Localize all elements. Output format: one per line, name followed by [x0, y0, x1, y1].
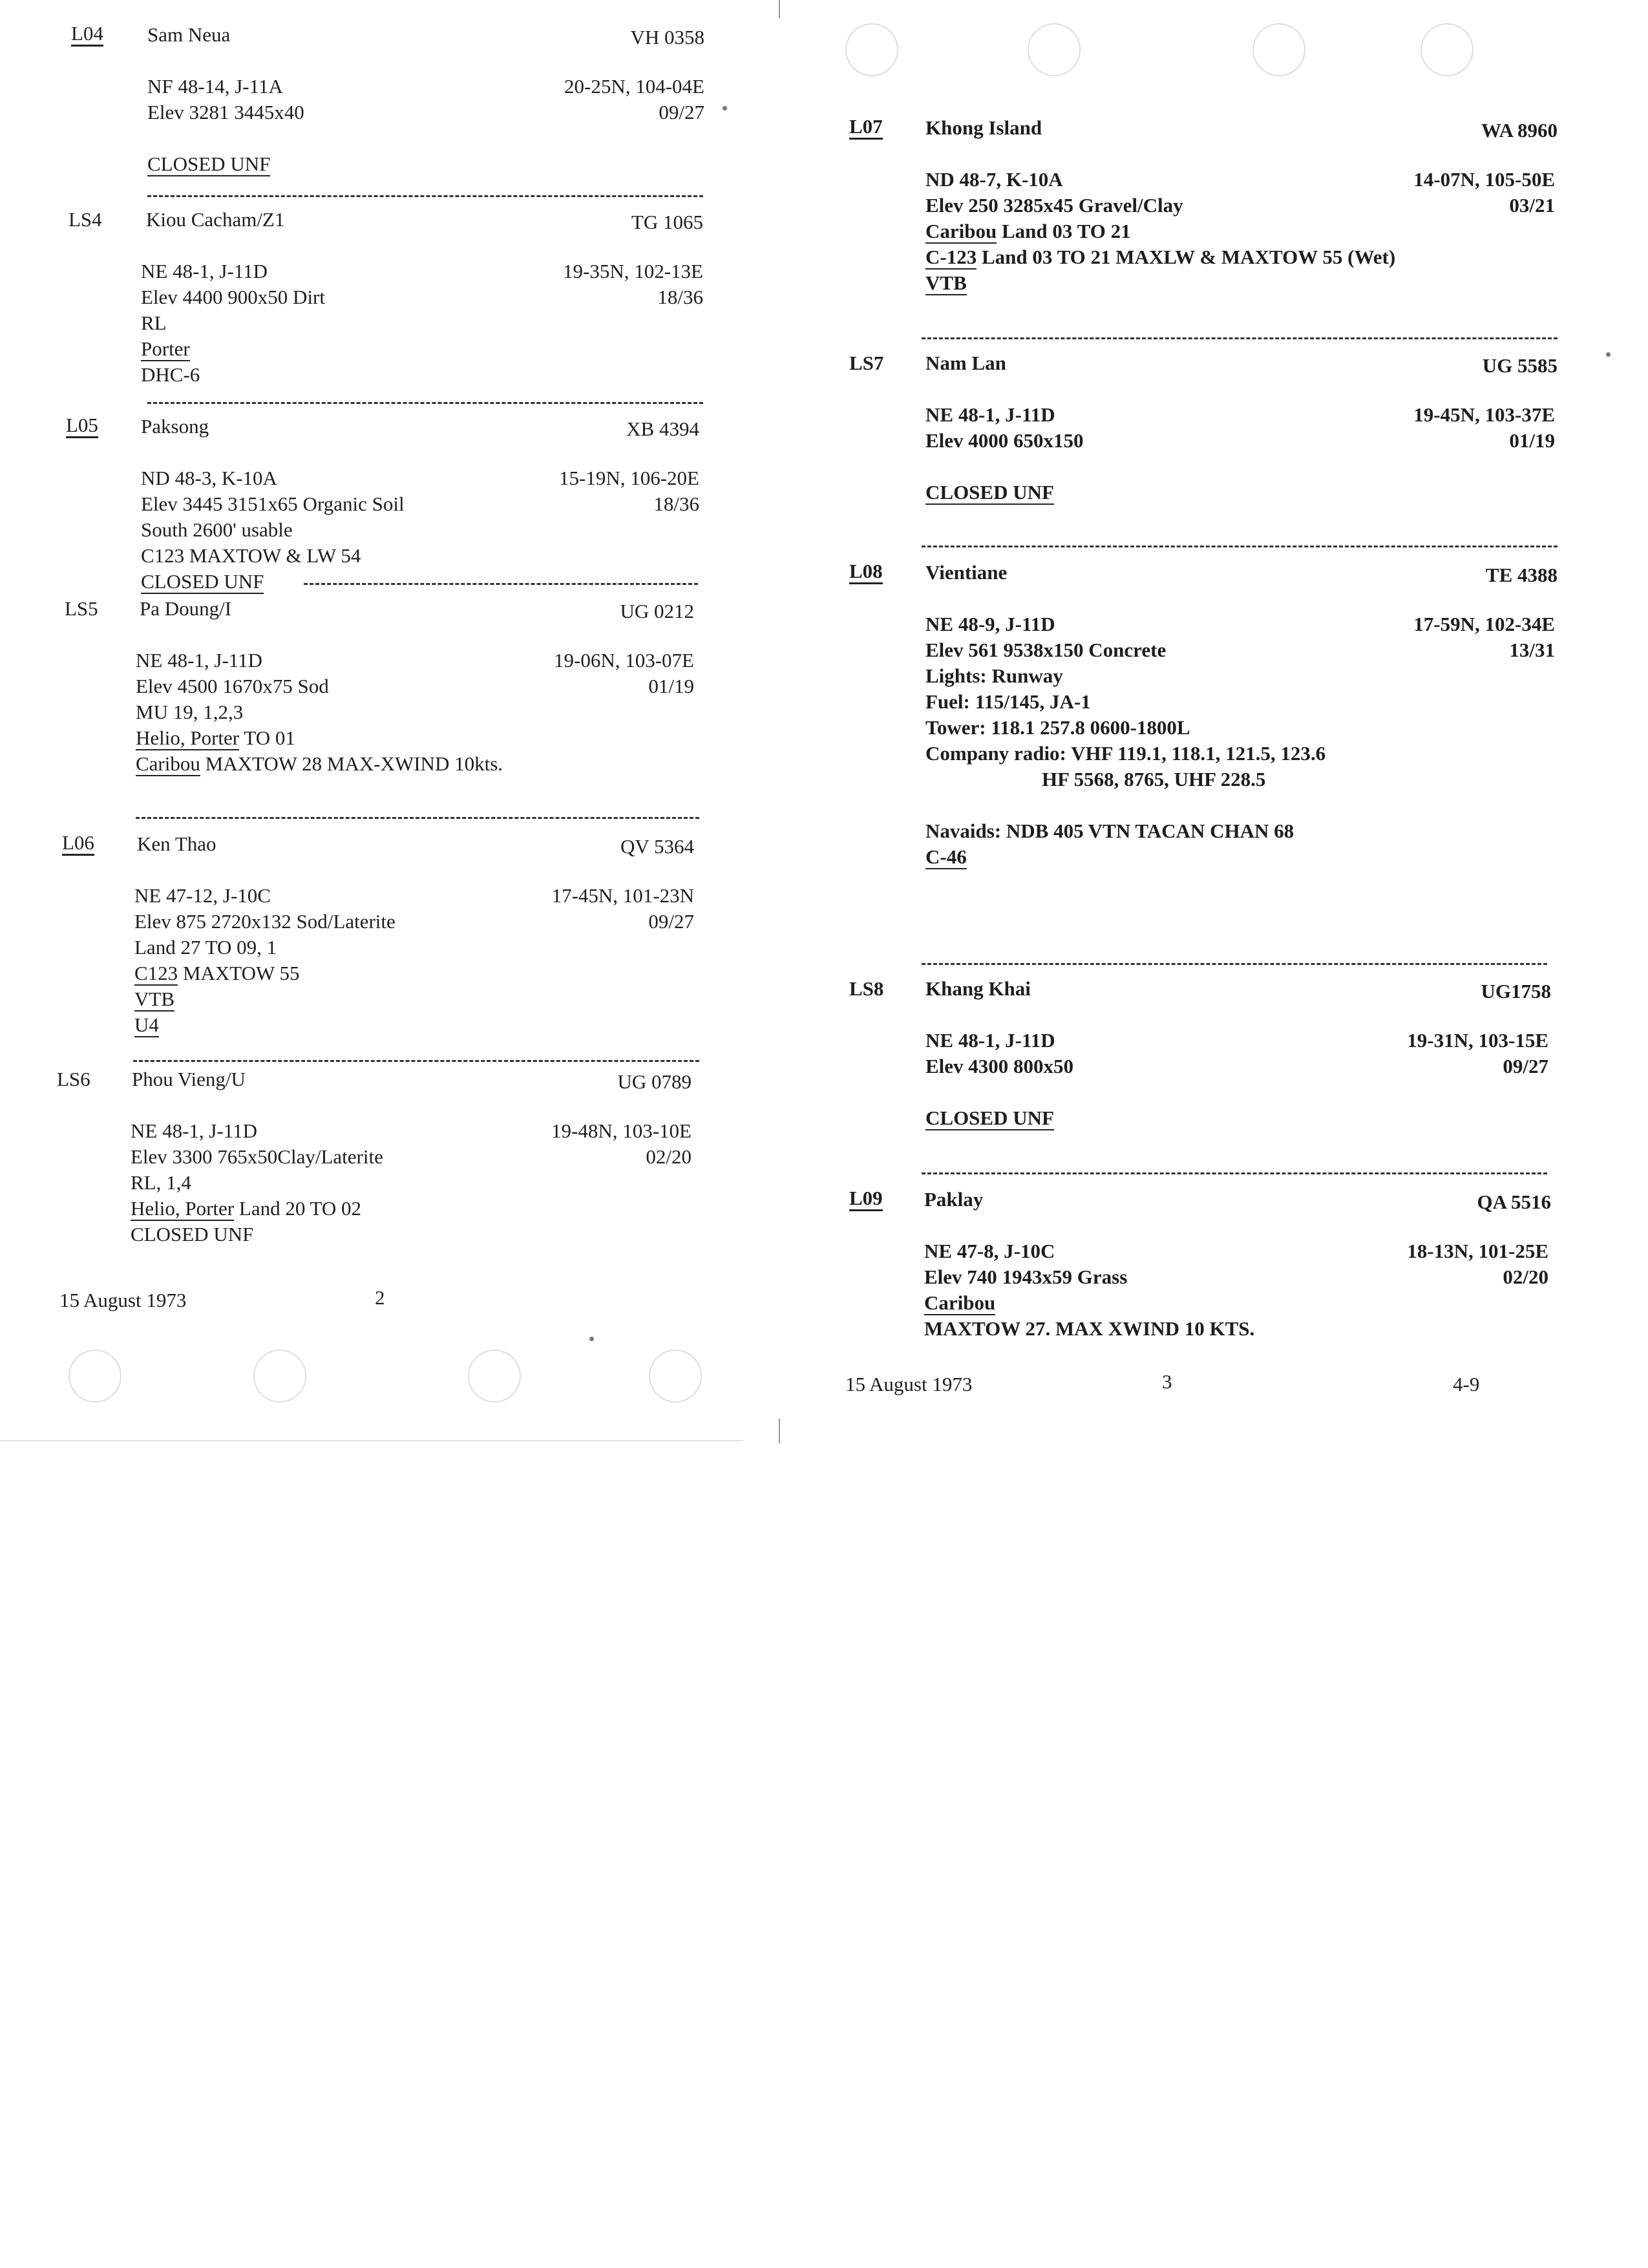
detail-text: MAXTOW 27. MAX XWIND 10 KTS.: [924, 1317, 1255, 1340]
airfield-entry: [57, 1068, 692, 1262]
detail-text: Tower: 118.1 257.8 0600-1800L: [925, 716, 1190, 739]
detail-text: NE 48-1, J-11D: [136, 649, 263, 672]
page-number: 3: [1162, 1370, 1172, 1393]
site-name: Vientiane: [925, 561, 1008, 584]
detail-line: [136, 725, 694, 751]
detail-text: HF 5568, 8765, UHF 228.5: [1042, 768, 1266, 790]
airfield-entry: [65, 597, 694, 791]
detail-text: ND 48-7, K-10A: [925, 168, 1063, 191]
detail-line: [141, 543, 699, 569]
site-details: [924, 1238, 1548, 1342]
airfield-entry: [62, 832, 694, 1052]
site-details: [141, 259, 703, 388]
detail-line: [925, 689, 1555, 715]
detail-coordinates: 09/27: [648, 910, 694, 933]
site-details: [147, 74, 704, 177]
site-name: Phou Vieng/U: [132, 1068, 246, 1090]
detail-text: Fuel: 115/145, JA-1: [925, 690, 1091, 713]
detail-text: Lights: Runway: [925, 664, 1063, 687]
detail-text: Helio, Porter: [136, 726, 240, 749]
detail-text: Elev 875 2720x132 Sod/Laterite: [134, 910, 396, 933]
detail-line: [131, 1222, 692, 1247]
detail-line: [924, 1290, 1548, 1316]
grid-reference: VH 0358: [630, 26, 704, 48]
entry-separator: [304, 583, 698, 585]
detail-line: [136, 751, 694, 777]
detail-text: CLOSED UNF: [925, 481, 1054, 503]
detail-text-tail: Land 03 TO 21 MAXLW & MAXTOW 55 (Wet): [977, 246, 1396, 268]
detail-coordinates: 03/21: [1509, 194, 1555, 217]
detail-line: [925, 715, 1555, 741]
detail-line: [925, 818, 1555, 844]
detail-text: NE 47-12, J-10C: [134, 884, 271, 907]
detail-text: NE 48-1, J-11D: [925, 403, 1055, 426]
airfield-entry: [69, 208, 703, 402]
detail-text: Navaids: NDB 405 VTN TACAN CHAN 68: [925, 820, 1294, 842]
grid-reference: UG1758: [1481, 980, 1551, 1002]
grid-reference: TE 4388: [1485, 564, 1558, 586]
site-code: L08: [849, 561, 883, 584]
detail-text: NE 48-9, J-11D: [925, 613, 1055, 635]
site-name: Khang Khai: [925, 977, 1031, 1000]
detail-text: VTB: [925, 271, 967, 294]
site-name: Sam Neua: [147, 23, 231, 46]
detail-text: C-123: [925, 246, 977, 268]
page-number: 2: [375, 1286, 385, 1309]
detail-text: Helio, Porter: [131, 1197, 235, 1220]
detail-line: [134, 909, 694, 935]
detail-coordinates: 17-59N, 102-34E: [1413, 613, 1555, 635]
detail-coordinates: 18-13N, 101-25E: [1407, 1240, 1548, 1262]
detail-text: U4: [134, 1013, 159, 1036]
detail-text: Porter: [141, 337, 190, 360]
airfield-entry: [849, 1188, 1551, 1356]
grid-reference: WA 8960: [1481, 119, 1558, 142]
detail-line: [131, 1170, 692, 1196]
detail-line: [141, 259, 703, 284]
detail-line: [141, 336, 703, 362]
detail-coordinates: 18/36: [657, 286, 703, 308]
footer-date: 15 August 1973: [845, 1373, 973, 1395]
detail-coordinates: 20-25N, 104-04E: [564, 75, 704, 98]
detail-line: [925, 244, 1555, 270]
detail-text: CLOSED UNF: [141, 570, 264, 593]
detail-line: [131, 1118, 692, 1144]
entry-separator: [133, 1060, 699, 1062]
detail-line: [925, 193, 1555, 218]
site-details: [925, 402, 1555, 505]
detail-line: [136, 699, 694, 725]
site-details: [134, 883, 694, 1038]
detail-line: [925, 428, 1555, 454]
detail-line: [925, 663, 1555, 689]
airfield-entry: [66, 414, 699, 593]
grid-reference: UG 0212: [620, 600, 694, 622]
detail-text: Elev 561 9538x150 Concrete: [925, 639, 1167, 661]
entry-separator: [147, 402, 703, 404]
detail-coordinates: 02/20: [646, 1145, 692, 1168]
detail-coordinates: 19-31N, 103-15E: [1407, 1029, 1548, 1052]
detail-text: NE 48-1, J-11D: [925, 1029, 1055, 1052]
detail-line: [134, 960, 694, 986]
detail-text: Company radio: VHF 119.1, 118.1, 121.5, 123.6: [925, 742, 1326, 765]
entry-separator: [922, 337, 1558, 339]
detail-line: [141, 465, 699, 491]
detail-text: Elev 4300 800x50: [925, 1055, 1074, 1077]
detail-line: [134, 986, 694, 1012]
detail-coordinates: 18/36: [653, 493, 699, 515]
detail-text: ND 48-3, K-10A: [141, 467, 277, 489]
entry-separator: [922, 1172, 1547, 1174]
detail-line: [924, 1238, 1548, 1264]
detail-line: [925, 218, 1555, 244]
site-name: Paklay: [924, 1188, 984, 1211]
airfield-entry: [849, 561, 1558, 878]
detail-line: [134, 1012, 694, 1038]
detail-text: RL: [141, 312, 167, 334]
detail-line: [925, 767, 1555, 792]
site-name: Ken Thao: [137, 832, 217, 855]
site-code: LS7: [849, 352, 884, 374]
detail-line: [131, 1144, 692, 1170]
detail-text: MU 19, 1,2,3: [136, 701, 244, 723]
detail-text: Elev 740 1943x59 Grass: [924, 1266, 1128, 1288]
detail-text-tail: Land 20 TO 02: [234, 1197, 362, 1220]
detail-text: Land 27 TO 09, 1: [134, 936, 277, 959]
detail-line: [134, 935, 694, 960]
detail-text: NE 48-1, J-11D: [141, 260, 268, 282]
line-spacer: [925, 1079, 1548, 1105]
line-spacer: [925, 454, 1555, 480]
detail-text: Elev 4000 650x150: [925, 429, 1084, 452]
site-name: Paksong: [141, 415, 209, 438]
detail-coordinates: 19-06N, 103-07E: [554, 649, 694, 672]
site-code: LS4: [69, 208, 102, 231]
detail-coordinates: 15-19N, 106-20E: [559, 467, 699, 489]
detail-line: [925, 1105, 1548, 1131]
detail-line: [141, 284, 703, 310]
detail-coordinates: 01/19: [1509, 429, 1555, 452]
detail-coordinates: 19-48N, 103-10E: [551, 1119, 692, 1142]
detail-coordinates: 02/20: [1503, 1266, 1548, 1288]
detail-line: [925, 1054, 1548, 1079]
detail-line: [925, 167, 1555, 193]
detail-line: [925, 637, 1555, 663]
grid-reference: UG 0789: [617, 1070, 692, 1093]
detail-line: [925, 402, 1555, 428]
detail-text: C123: [134, 962, 178, 984]
grid-reference: TG 1065: [631, 211, 703, 233]
site-details: [925, 611, 1555, 870]
detail-line: [141, 517, 699, 543]
detail-text: CLOSED UNF: [925, 1107, 1054, 1129]
entry-separator: [136, 817, 699, 819]
detail-line: [925, 844, 1555, 870]
airfield-entry: [849, 977, 1551, 1139]
detail-text: Elev 3445 3151x65 Organic Soil: [141, 493, 405, 515]
detail-line: [134, 883, 694, 909]
detail-line: [925, 270, 1555, 296]
detail-line: [924, 1316, 1548, 1342]
site-details: [925, 1028, 1548, 1131]
detail-text: Elev 3300 765x50Clay/Laterite: [131, 1145, 383, 1168]
detail-text: DHC-6: [141, 363, 200, 386]
entry-separator: [922, 546, 1558, 547]
site-code: L07: [849, 116, 883, 140]
detail-text-tail: TO 01: [239, 726, 295, 749]
site-code: LS8: [849, 977, 884, 1000]
site-details: [925, 167, 1555, 296]
detail-line: [925, 741, 1555, 767]
grid-reference: XB 4394: [626, 418, 699, 440]
airfield-entry: [71, 23, 704, 185]
detail-line: [925, 1028, 1548, 1054]
detail-coordinates: 13/31: [1509, 639, 1555, 661]
detail-text-tail: Land 03 TO 21: [997, 220, 1131, 242]
detail-line: [141, 569, 699, 595]
detail-text: Elev 4400 900x50 Dirt: [141, 286, 325, 308]
detail-text: South 2600' usable: [141, 518, 293, 541]
detail-text: NE 48-1, J-11D: [131, 1119, 258, 1142]
detail-line: [131, 1196, 692, 1222]
site-details: [136, 648, 694, 777]
detail-text: Caribou: [925, 220, 997, 242]
detail-line: [141, 491, 699, 517]
site-name: Khong Island: [925, 116, 1042, 139]
site-name: Kiou Cacham/Z1: [146, 208, 285, 231]
detail-coordinates: 14-07N, 105-50E: [1413, 168, 1555, 191]
detail-line: [147, 74, 704, 100]
grid-reference: UG 5585: [1482, 354, 1558, 377]
grid-reference: QV 5364: [620, 835, 694, 858]
detail-line: [147, 100, 704, 125]
detail-text: Elev 4500 1670x75 Sod: [136, 675, 329, 697]
section-number: 4-9: [1453, 1373, 1480, 1395]
detail-text: CLOSED UNF: [147, 153, 271, 175]
site-code: L04: [71, 23, 103, 47]
detail-line: [141, 310, 703, 336]
detail-line: [925, 611, 1555, 637]
detail-text: NF 48-14, J-11A: [147, 75, 283, 98]
detail-text: CLOSED UNF: [131, 1223, 254, 1245]
line-spacer: [147, 125, 704, 151]
detail-line: [925, 480, 1555, 505]
detail-text-tail: MAXTOW 28 MAX-XWIND 10kts.: [200, 752, 503, 775]
detail-text: VTB: [134, 988, 174, 1010]
site-code: L09: [849, 1188, 883, 1211]
footer-date: 15 August 1973: [59, 1289, 187, 1311]
detail-text: C123 MAXTOW & LW 54: [141, 544, 361, 567]
detail-line: [141, 362, 703, 388]
detail-coordinates: 19-35N, 102-13E: [563, 260, 703, 282]
site-name: Nam Lan: [925, 352, 1006, 374]
site-name: Pa Doung/I: [140, 597, 232, 620]
grid-reference: QA 5516: [1477, 1191, 1551, 1213]
detail-line: [924, 1264, 1548, 1290]
site-details: [131, 1118, 692, 1247]
detail-coordinates: 01/19: [648, 675, 694, 697]
detail-text: Caribou: [924, 1291, 996, 1314]
detail-coordinates: 17-45N, 101-23N: [551, 884, 694, 907]
site-code: L06: [62, 832, 94, 856]
site-code: LS6: [57, 1068, 90, 1090]
site-details: [141, 465, 699, 595]
line-spacer: [925, 792, 1555, 818]
detail-text: NE 47-8, J-10C: [924, 1240, 1055, 1262]
detail-coordinates: 09/27: [659, 101, 704, 123]
detail-coordinates: 19-45N, 103-37E: [1413, 403, 1555, 426]
detail-line: [136, 648, 694, 673]
left-page: [0, 0, 782, 1441]
entry-separator: [147, 195, 703, 197]
detail-line: [136, 673, 694, 699]
detail-text: Elev 3281 3445x40: [147, 101, 304, 123]
detail-text: Elev 250 3285x45 Gravel/Clay: [925, 194, 1183, 217]
airfield-entry: [849, 116, 1558, 304]
detail-coordinates: 09/27: [1503, 1055, 1548, 1077]
site-code: L05: [66, 415, 98, 438]
detail-text: Caribou: [136, 752, 200, 775]
detail-text: RL, 1,4: [131, 1171, 191, 1194]
detail-line: [147, 151, 704, 177]
detail-text-tail: MAXTOW 55: [178, 962, 300, 984]
right-page: [782, 0, 1648, 1441]
site-code: LS5: [65, 597, 98, 620]
airfield-entry: [849, 352, 1558, 513]
detail-text: C-46: [925, 845, 967, 868]
entry-separator: [922, 963, 1547, 965]
